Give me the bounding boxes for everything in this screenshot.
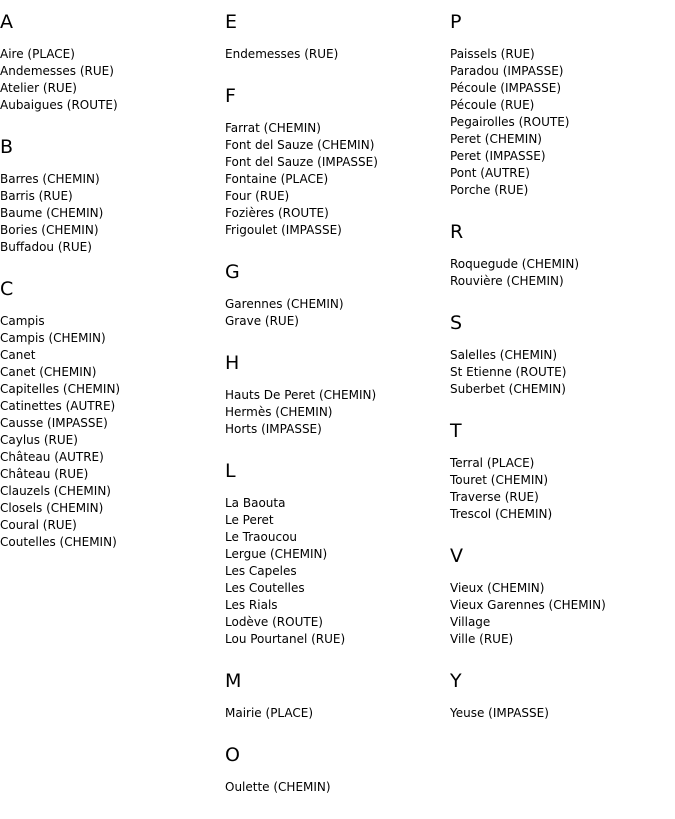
section-letter-heading: M — [225, 670, 242, 692]
street-link[interactable]: Pont (AUTRE) — [450, 166, 530, 180]
section-letter-heading: S — [450, 312, 463, 334]
street-link[interactable]: Barres (CHEMIN) — [0, 172, 100, 186]
street-link[interactable]: Campis — [0, 314, 45, 328]
street-link[interactable]: Font del Sauze (CHEMIN) — [225, 138, 375, 152]
index-column-1 — [0, 12, 222, 574]
section-letter-heading: T — [450, 420, 462, 442]
street-link[interactable]: Frigoulet (IMPASSE) — [225, 223, 342, 237]
street-link[interactable]: Les Rials — [225, 598, 278, 612]
street-link[interactable]: Grave (RUE) — [225, 314, 299, 328]
street-link[interactable]: Vieux (CHEMIN) — [450, 581, 545, 595]
street-link[interactable]: Peret (CHEMIN) — [450, 132, 542, 146]
street-link[interactable]: Coutelles (CHEMIN) — [0, 535, 117, 549]
street-link[interactable]: Paradou (IMPASSE) — [450, 64, 564, 78]
street-link[interactable]: Garennes (CHEMIN) — [225, 297, 344, 311]
street-link[interactable]: Hermès (CHEMIN) — [225, 405, 333, 419]
street-link[interactable]: Catinettes (AUTRE) — [0, 399, 116, 413]
street-link[interactable]: Campis (CHEMIN) — [0, 331, 106, 345]
street-link[interactable]: Porche (RUE) — [450, 183, 529, 197]
street-link[interactable]: Peret (IMPASSE) — [450, 149, 546, 163]
street-link[interactable]: Horts (IMPASSE) — [225, 422, 322, 436]
section-letter-heading: O — [225, 744, 240, 766]
section-letter-heading: A — [0, 11, 13, 33]
letter-section — [0, 279, 222, 551]
section-letter-heading: P — [450, 11, 462, 33]
section-letter-heading: F — [225, 85, 236, 107]
letter-section — [225, 353, 447, 438]
street-link[interactable]: Les Capeles — [225, 564, 297, 578]
street-link[interactable]: Font del Sauze (IMPASSE) — [225, 155, 378, 169]
street-link[interactable]: Le Traoucou — [225, 530, 298, 544]
street-link[interactable]: Clauzels (CHEMIN) — [0, 484, 111, 498]
street-link[interactable]: Roquegude (CHEMIN) — [450, 257, 579, 271]
street-link[interactable]: Canet (CHEMIN) — [0, 365, 97, 379]
street-link[interactable]: Caylus (RUE) — [0, 433, 78, 447]
street-link[interactable]: Lodève (ROUTE) — [225, 615, 323, 629]
street-link[interactable]: Baume (CHEMIN) — [0, 206, 104, 220]
letter-section — [0, 137, 222, 256]
letter-section — [225, 745, 447, 796]
section-letter-heading: R — [450, 221, 464, 243]
street-link[interactable]: Bories (CHEMIN) — [0, 223, 99, 237]
index-column-2 — [225, 12, 447, 819]
section-letter-heading: V — [450, 545, 463, 567]
street-link[interactable]: Pécoule (RUE) — [450, 98, 535, 112]
street-link[interactable]: La Baouta — [225, 496, 286, 510]
street-link[interactable]: Fozières (ROUTE) — [225, 206, 329, 220]
letter-section — [225, 86, 447, 239]
letter-section — [225, 461, 447, 648]
street-link[interactable]: Buffadou (RUE) — [0, 240, 92, 254]
street-link[interactable]: Barris (RUE) — [0, 189, 73, 203]
street-link[interactable]: Farrat (CHEMIN) — [225, 121, 321, 135]
street-link[interactable]: Pécoule (IMPASSE) — [450, 81, 562, 95]
street-link[interactable]: Mairie (PLACE) — [225, 706, 314, 720]
section-letter-heading: G — [225, 261, 240, 283]
index-column-3 — [450, 12, 672, 745]
section-letter-heading: Y — [450, 670, 462, 692]
letter-section — [450, 313, 672, 398]
street-link[interactable]: St Etienne (ROUTE) — [450, 365, 567, 379]
street-link[interactable]: Causse (IMPASSE) — [0, 416, 108, 430]
letter-section — [0, 12, 222, 114]
street-link[interactable]: Pegairolles (ROUTE) — [450, 115, 570, 129]
letter-section — [225, 12, 447, 63]
street-link[interactable]: Endemesses (RUE) — [225, 47, 339, 61]
street-link[interactable]: Suberbet (CHEMIN) — [450, 382, 566, 396]
street-link[interactable]: Trescol (CHEMIN) — [450, 507, 553, 521]
street-link[interactable]: Ville (RUE) — [450, 632, 514, 646]
street-link[interactable]: Château (RUE) — [0, 467, 89, 481]
section-letter-heading: H — [225, 352, 240, 374]
section-letter-heading: B — [0, 136, 14, 158]
letter-section — [450, 671, 672, 722]
street-link[interactable]: Hauts De Peret (CHEMIN) — [225, 388, 377, 402]
letter-section — [450, 222, 672, 290]
street-link[interactable]: Lou Pourtanel (RUE) — [225, 632, 346, 646]
section-letter-heading: L — [225, 460, 236, 482]
street-link[interactable]: Village — [450, 615, 491, 629]
street-link[interactable]: Capitelles (CHEMIN) — [0, 382, 121, 396]
street-link[interactable]: Aire (PLACE) — [0, 47, 75, 61]
street-link[interactable]: Fontaine (PLACE) — [225, 172, 329, 186]
street-link[interactable]: Andemesses (RUE) — [0, 64, 114, 78]
section-letter-heading: E — [225, 11, 238, 33]
section-letter-heading: C — [0, 278, 14, 300]
street-link[interactable]: Coural (RUE) — [0, 518, 77, 532]
street-link[interactable]: Paissels (RUE) — [450, 47, 535, 61]
letter-section — [450, 546, 672, 648]
street-link[interactable]: Yeuse (IMPASSE) — [450, 706, 549, 720]
street-link[interactable]: Vieux Garennes (CHEMIN) — [450, 598, 606, 612]
street-link[interactable]: Four (RUE) — [225, 189, 290, 203]
letter-section — [225, 671, 447, 722]
letter-section — [225, 262, 447, 330]
street-link[interactable]: Château (AUTRE) — [0, 450, 104, 464]
street-link[interactable]: Terral (PLACE) — [450, 456, 535, 470]
street-link[interactable]: Aubaigues (ROUTE) — [0, 98, 118, 112]
street-link[interactable]: Atelier (RUE) — [0, 81, 77, 95]
street-link[interactable]: Rouvière (CHEMIN) — [450, 274, 564, 288]
street-link[interactable]: Le Peret — [225, 513, 274, 527]
street-link[interactable]: Oulette (CHEMIN) — [225, 780, 331, 794]
street-link[interactable]: Touret (CHEMIN) — [450, 473, 549, 487]
street-link[interactable]: Closels (CHEMIN) — [0, 501, 104, 515]
street-link[interactable]: Salelles (CHEMIN) — [450, 348, 558, 362]
letter-section — [450, 421, 672, 523]
street-link[interactable]: Canet — [0, 348, 36, 362]
street-link[interactable]: Lergue (CHEMIN) — [225, 547, 328, 561]
letter-section — [450, 12, 672, 199]
street-link[interactable]: Les Coutelles — [225, 581, 305, 595]
street-link[interactable]: Traverse (RUE) — [450, 490, 539, 504]
